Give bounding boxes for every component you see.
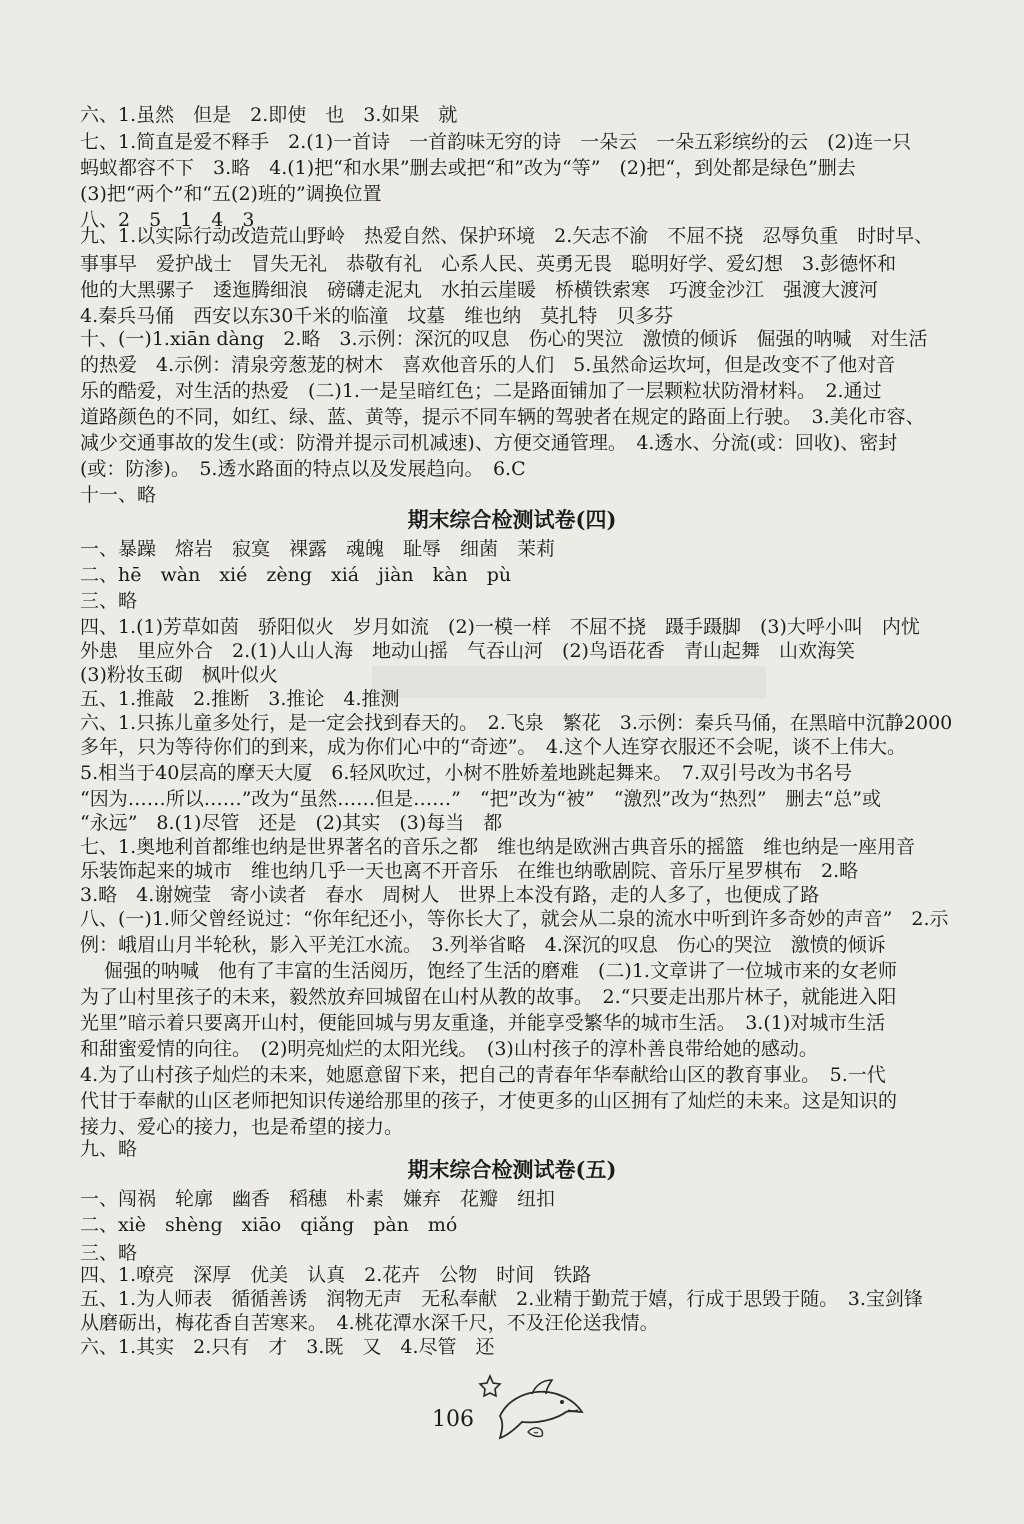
text-line: 4.为了山村孩子灿烂的未来，她愿意留下来，把自己的青春年华奉献给山区的教育事业。 5.一代	[80, 1064, 886, 1086]
text-line: 四、1.嘹亮 深厚 优美 认真 2.花卉 公物 时间 铁路	[80, 1264, 592, 1286]
text-line: 六、1.只拣儿童多处行，是一定会找到春天的。 2.飞泉 繁花 3.示例：秦兵马俑，在黑暗中沉静2000	[80, 712, 953, 734]
text-line: 二、xiè shèng xiāo qiǎng pàn mó	[80, 1214, 458, 1236]
text-line: 十一、略	[80, 484, 157, 506]
text-line: 十、(一)1.xiān dàng 2.略 3.示例：深沉的叹息 伤心的哭泣 激愤的倾诉 倔强的呐喊 对生活	[80, 328, 928, 350]
page-number: 106	[432, 1407, 474, 1432]
text-line: 蚂蚁都容不下 3.略 4.(1)把“和水果”删去或把“和”改为“等” (2)把“，到处都是绿色”删去	[80, 157, 856, 179]
text-line: 四、1.(1)芳草如茵 骄阳似火 岁月如流 (2)一模一样 不屈不挠 蹑手蹑脚 (3)大呼小叫 内忧	[80, 616, 920, 638]
text-line: 八、2 5 1 4 3	[80, 209, 255, 231]
text-line: (3)把“两个”和“五(2)班的”调换位置	[80, 183, 382, 205]
text-line: 道路颜色的不同，如红、绿、蓝、黄等，提示不同车辆的驾驶者在规定的路面上行驶。 3.美化市容、	[80, 406, 925, 428]
text-line: (3)粉妆玉砌 枫叶似火	[80, 664, 278, 686]
text-line: 一、闯祸 轮廓 幽香 稻穗 朴素 嫌弃 花瓣 纽扣	[80, 1188, 556, 1210]
text-line: 减少交通事故的发生(或：防滑并提示司机减速)、方便交通管理。 4.透水、分流(或：回收)、密封	[80, 432, 898, 454]
text-line: 七、1.奥地利首都维也纳是世界著名的音乐之都 维也纳是欧洲古典音乐的摇篮 维也纳是一座用音	[80, 836, 916, 858]
text-line: 七、1.简直是爱不释手 2.(1)一首诗 一首韵味无穷的诗 一朵云 一朵五彩缤纷的云 (2)连一只	[80, 131, 912, 153]
text-line: 事事早 爱护战士 冒失无礼 恭敬有礼 心系人民、英勇无畏 聪明好学、爱幻想 3.彭德怀和	[80, 253, 897, 275]
text-line: 3.略 4.谢婉莹 寄小读者 春水 周树人 世界上本没有路，走的人多了，也便成了路	[80, 884, 820, 906]
text-line: 外患 里应外合 2.(1)人山人海 地动山摇 气吞山河 (2)鸟语花香 青山起舞 山欢海笑	[80, 640, 855, 662]
text-line: 代甘于奉献的山区老师把知识传递给那里的孩子，才使更多的山区拥有了灿烂的未来。这是知识的	[80, 1090, 898, 1112]
text-line: 接力、爱心的接力，也是希望的接力。	[80, 1116, 404, 1138]
text-line: 三、略	[80, 590, 138, 612]
text-line: (或：防渗)。 5.透水路面的特点以及发展趋向。 6.C	[80, 458, 526, 480]
text-line: 一、暴躁 熔岩 寂寞 裸露 魂魄 耻辱 细菌 茉莉	[80, 538, 556, 560]
text-line: 三、略	[80, 1242, 138, 1264]
text-line: 六、1.虽然 但是 2.即使 也 3.如果 就	[80, 104, 458, 126]
text-line: 八、(一)1.师父曾经说过：“你年纪还小，等你长大了，就会从二泉的流水中听到许多奇妙的声音” 2.示	[80, 908, 949, 930]
text-line: 九、略	[80, 1138, 138, 1160]
text-line: 五、1.为人师表 循循善诱 润物无声 无私奉献 2.业精于勤荒于嬉，行成于思毁于随。 3.宝剑锋	[80, 1288, 923, 1310]
text-line: 倔强的呐喊 他有了丰富的生活阅历，饱经了生活的磨难 (二)1.文章讲了一位城市来的女老师	[104, 960, 897, 982]
text-line: 乐的酷爱，对生活的热爱 (二)1.一是呈暗红色；二是路面铺加了一层颗粒状防滑材料。 2.通过	[80, 380, 882, 402]
text-line: 九、1.以实际行动改造荒山野岭 热爱自然、保护环境 2.矢志不渝 不屈不挠 忍辱负重 时时早、	[80, 225, 934, 247]
text-line: “永远” 8.(1)尽管 还是 (2)其实 (3)每当 都	[80, 812, 503, 834]
section-title-5: 期末综合检测试卷(五)	[407, 1157, 617, 1182]
text-line: 为了山村里孩子的未来，毅然放弃回城留在山村从教的故事。 2.“只要走出那片林子，就能进入阳	[80, 986, 897, 1008]
text-line: 五、1.推敲 2.推断 3.推论 4.推测	[80, 688, 400, 710]
text-line: 从磨砺出，梅花香自苦寒来。 4.桃花潭水深千尺，不及汪伦送我情。	[80, 1312, 659, 1334]
dolphin-icon	[470, 1366, 588, 1446]
section-title-4: 期末综合检测试卷(四)	[407, 507, 617, 532]
text-line: 5.相当于40层高的摩天大厦 6.轻风吹过，小树不胜娇羞地跳起舞来。 7.双引号改为书名号	[80, 762, 853, 784]
text-line: 4.秦兵马俑 西安以东30千米的临潼 坟墓 维也纳 莫扎特 贝多芬	[80, 305, 674, 327]
text-line: 乐装饰起来的城市 维也纳几乎一天也离不开音乐 在维也纳歌剧院、音乐厅星罗棋布 2.略	[80, 860, 859, 882]
text-line: 多年，只为等待你们的到来，成为你们心中的“奇迹”。 4.这个人连穿衣服还不会呢，谈不上伟大。	[80, 736, 907, 758]
text-line: “因为……所以……”改为“虽然……但是……” “把”改为“被” “激烈”改为“热烈” 删去“总”或	[80, 788, 881, 810]
text-line: 例：峨眉山月半轮秋，影入平羌江水流。 3.列举省略 4.深沉的叹息 伤心的哭泣 激愤的倾诉	[80, 934, 886, 956]
text-line: 他的大黑骡子 逶迤腾细浪 磅礴走泥丸 水拍云崖暖 桥横铁索寒 巧渡金沙江 强渡大渡河	[80, 279, 879, 301]
text-line: 二、hē wàn xié zèng xiá jiàn kàn pù	[80, 564, 512, 586]
text-line: 光里”暗示着只要离开山村，便能回城与男友重逢，并能享受繁华的城市生活。 3.(1)对城市生活	[80, 1012, 886, 1034]
text-line: 和甜蜜爱情的向往。 (2)明亮灿烂的太阳光线。 (3)山村孩子的淳朴善良带给她的感动。	[80, 1038, 818, 1060]
text-line: 六、1.其实 2.只有 才 3.既 又 4.尽管 还	[80, 1336, 495, 1358]
text-line: 的热爱 4.示例：清泉旁葱茏的树木 喜欢他音乐的人们 5.虽然命运坎坷，但是改变不了他对音	[80, 354, 896, 376]
